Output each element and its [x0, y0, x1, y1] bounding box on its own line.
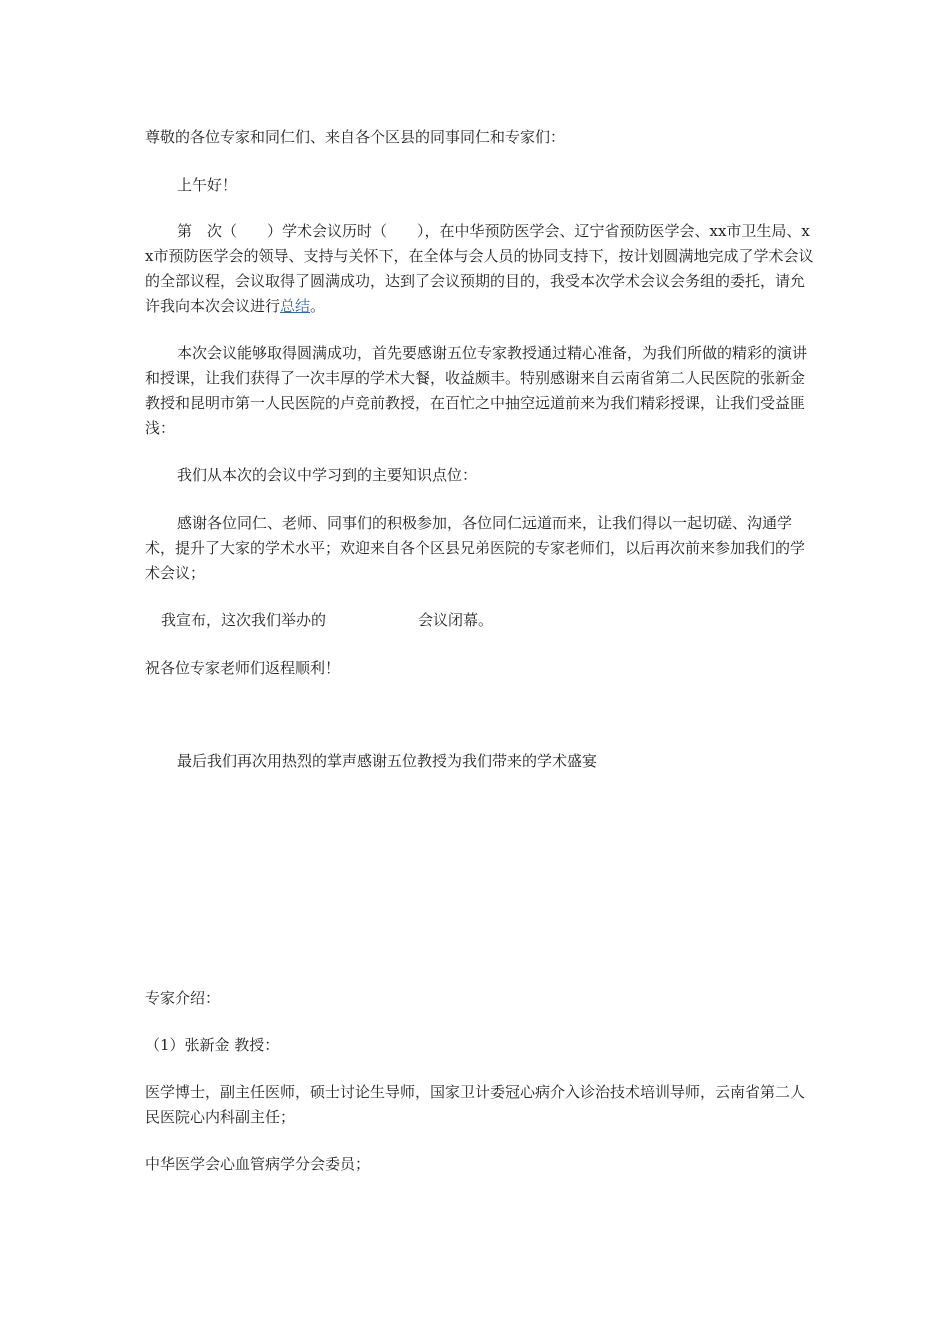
expert-1-description: 医学博士，副主任医师，硕士讨论生导师，国家卫计委冠心病介入诊治技术培训导师，云南省第二人民医院心内科副主任； [145, 1083, 806, 1126]
paragraph-1 [145, 219, 815, 319]
paragraph-7: 最后我们再次用热烈的掌声感谢五位教授为我们带来的学术盛宴 [177, 752, 598, 770]
paragraph-5 [145, 608, 815, 633]
paragraph-2: 本次会议能够取得圆满成功，首先要感谢五位专家教授通过精心准备，为我们所做的精彩的演讲和授课，让我们获得了一次丰厚的学术大餐，收益颇丰。特别感谢来自云南省第二人民医院的张新金教授和昆明市第一人民医院的卢竞前教授，在百忙之中抽空远道前来为我们精彩授课，让我们受益匪浅： [145, 344, 808, 437]
closing-announcement-end: 会议闭幕。 [418, 611, 494, 629]
salutation: 尊敬的各位专家和同仁们、来自各个区县的同事同仁和专家们： [145, 128, 566, 146]
experts-heading: 专家介绍： [145, 989, 221, 1007]
expert-1-role: 中华医学会心血管病学分会委员； [145, 1155, 371, 1173]
greeting: 上午好！ [177, 176, 238, 194]
paragraph-1-text: 第 次（ ）学术会议历时（ ），在中华预防医学会、辽宁省预防医学会、xx市卫生局、xx市预防医学会的领导、支持与关怀下，在全体与会人员的协同支持下，按计划圆满地完成了学术会议的全部议程，会议取得了圆满成功，达到了会议预期的目的，我受本次学术会议会务组的委托，请允许我向本次会议进行 [145, 222, 814, 315]
summary-link[interactable]: 总结 [280, 297, 311, 315]
expert-1-name: （1）张新金 教授： [145, 1036, 280, 1054]
paragraph-6: 祝各位专家老师们返程顺利！ [145, 659, 341, 677]
paragraph-3: 我们从本次的会议中学习到的主要知识点位： [177, 466, 478, 484]
closing-announcement: 我宣布，这次我们举办的 [161, 611, 327, 629]
paragraph-1-end: 。 [310, 297, 326, 315]
paragraph-4: 感谢各位同仁、老师、同事们的积极参加，各位同仁远道而来，让我们得以一起切磋、沟通学术，提升了大家的学术水平；欢迎来自各个区县兄弟医院的专家老师们，以后再次前来参加我们的学术会议； [145, 514, 806, 582]
